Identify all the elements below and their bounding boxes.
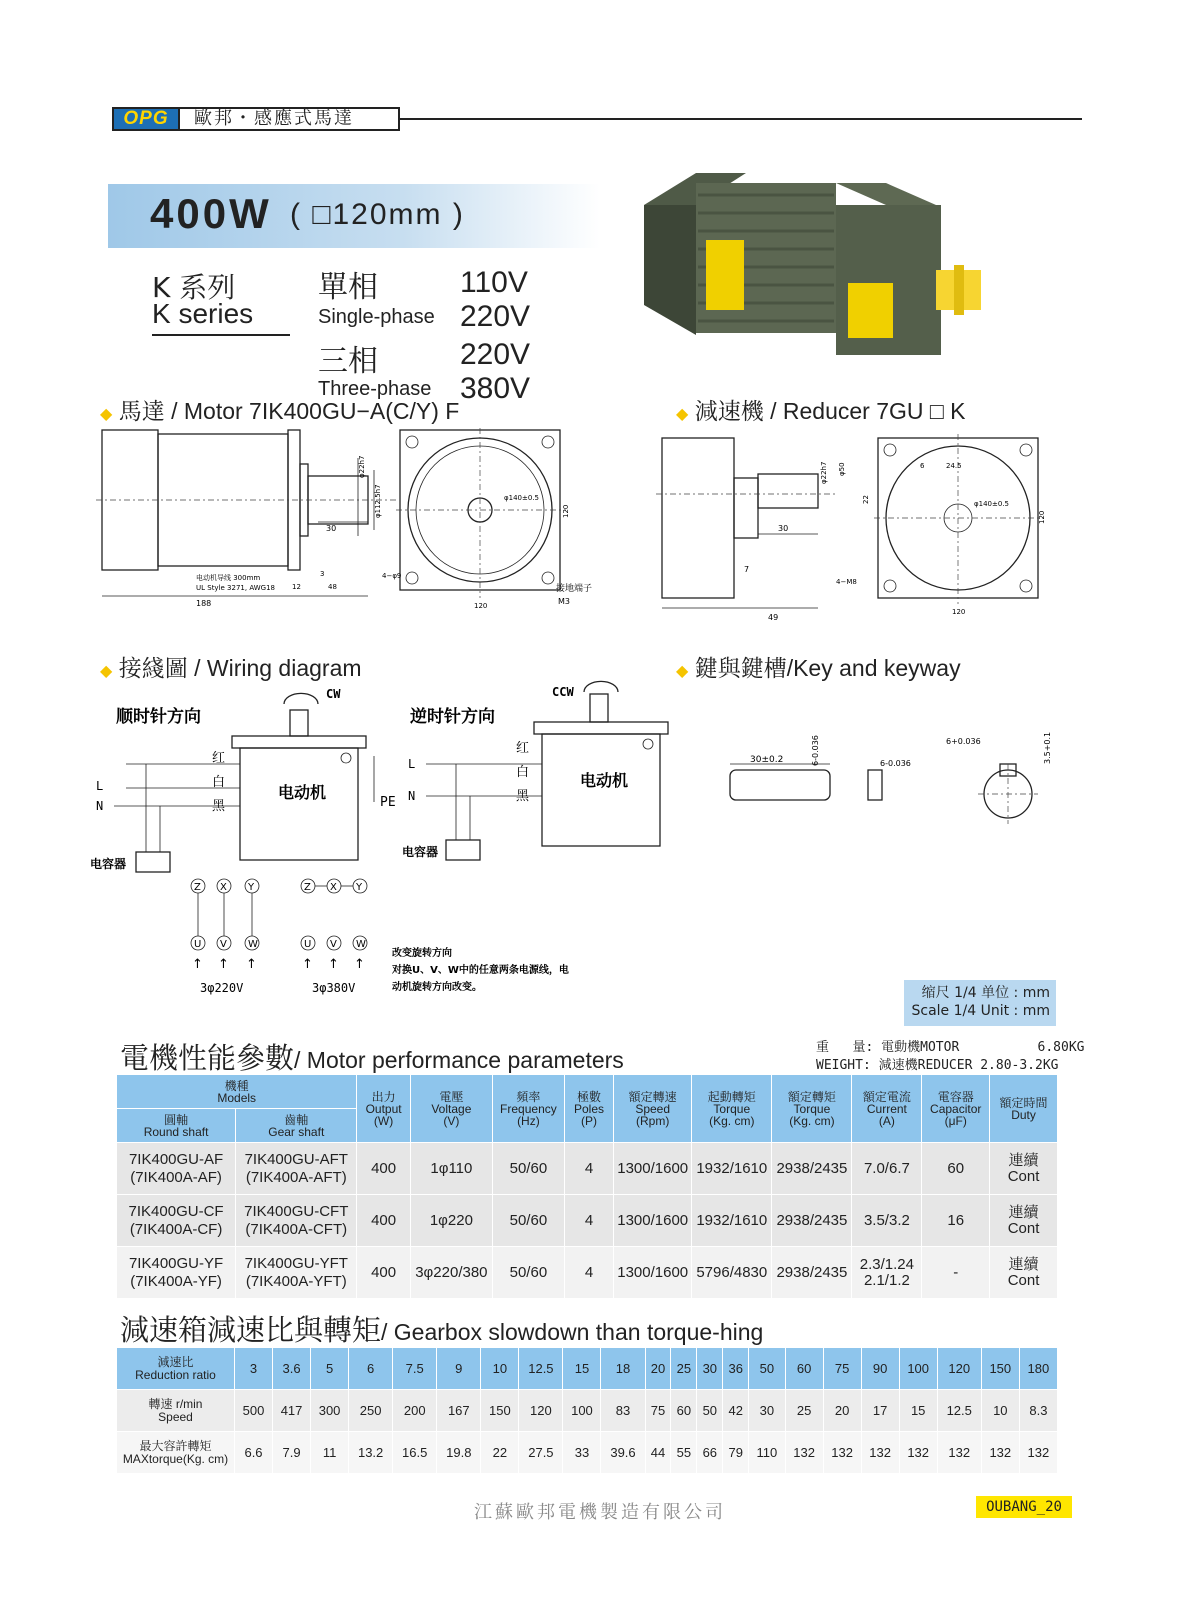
table-row: 7IK400GU-YF (7IK400A-YF) 7IK400GU-YFT (7IK400A-YFT) 400 3φ220/380 50/60 4 1300/1600 5796/4830 2938/2435 2.3/1.24 2.1/1.2 - 連續 Cont [117, 1247, 1058, 1299]
dim-shaft: φ22h7 [358, 455, 366, 478]
cw-title: 顺时针方向 [116, 707, 201, 727]
performance-table [116, 1074, 1058, 1299]
torque-cell: 39.6 [601, 1432, 645, 1474]
header-rule [400, 118, 1082, 120]
dim-holes: 4−φ9 [382, 572, 402, 580]
ratio-cell: 3 [235, 1348, 273, 1390]
series-en: K series [152, 298, 254, 329]
dim-12: 12 [292, 583, 301, 591]
dim-50: φ50 [838, 462, 846, 476]
torque-cell: 44 [645, 1432, 671, 1474]
series-cn: K 系列 [152, 271, 236, 304]
keyway-depth: 3.5+0.1 [1043, 731, 1052, 764]
speed-cell: 10 [981, 1390, 1019, 1432]
ratio-cell: 3.6 [273, 1348, 311, 1390]
gear-title-en: / Gearbox slowdown than torque-hing [381, 1319, 764, 1345]
dim-30: 30 [778, 524, 789, 533]
note-lead: 电动机导线 300mm [196, 574, 261, 582]
ratio-cell: 25 [671, 1348, 697, 1390]
speed-cell: 300 [311, 1390, 349, 1432]
ratio-cell: 100 [899, 1348, 937, 1390]
ratio-cell: 150 [981, 1348, 1019, 1390]
dim-height: 120 [1038, 510, 1046, 524]
dim-pcd: φ140±0.5 [504, 494, 539, 502]
torque-cell: 7.9 [273, 1432, 311, 1474]
gear-title [120, 1308, 763, 1349]
section-motor-cn: 馬達 [118, 399, 165, 425]
note-ul: UL Style 3271, AWG18 [196, 584, 275, 592]
v220-label: 3φ220V [200, 981, 244, 995]
section-wiring-cn: 接綫圖 [118, 656, 188, 682]
torque-cell: 33 [563, 1432, 601, 1474]
dim-48: 48 [328, 583, 337, 591]
ratio-cell: 180 [1019, 1348, 1057, 1390]
keyway-width: 6+0.036 [946, 737, 981, 746]
dim-width: 120 [474, 602, 488, 610]
speed-cell: 17 [861, 1390, 899, 1432]
cap-label: 电容器 [90, 857, 127, 871]
wire-red-ccw: 红 [516, 741, 530, 756]
page-number: OUBANG_20 [976, 1496, 1072, 1518]
torque-cell: 55 [671, 1432, 697, 1474]
node-y2: Y [356, 882, 363, 893]
speed-cell: 12.5 [937, 1390, 981, 1432]
note-line2: 对换U、V、W中的任意两条电源线，电 [392, 965, 569, 976]
wiring-diagram [90, 686, 650, 1026]
section-key-cn: 鍵與鍵槽 [694, 656, 787, 682]
ccw-label: CCW [552, 685, 574, 699]
motor-label: 电动机 [278, 783, 327, 802]
col-duty: 額定時間 Duty [990, 1075, 1058, 1143]
torque-cell: 132 [1019, 1432, 1057, 1474]
col-poles: 極數 Poles (P) [564, 1075, 613, 1143]
dim-49: 49 [768, 613, 779, 622]
scale-line1: 缩尺 1/4 单位 : mm [921, 985, 1050, 1001]
perf-title-cn: 電機性能參數 [120, 1041, 295, 1075]
col-voltage: 電壓 Voltage (V) [410, 1075, 492, 1143]
models-header: 機種 Models [117, 1075, 357, 1109]
ratio-cell: 9 [437, 1348, 481, 1390]
cap-label-ccw: 电容器 [402, 845, 439, 859]
cw-label: CW [326, 687, 341, 701]
note-line1: 改变旋转方向 [392, 948, 452, 959]
voltage-single-2: 220V [460, 300, 531, 333]
speed-cell: 8.3 [1019, 1390, 1057, 1432]
speed-cell: 75 [645, 1390, 671, 1432]
ratio-cell: 10 [481, 1348, 519, 1390]
wire-white-ccw: 白 [516, 765, 530, 780]
col-current: 額定電流 Current (A) [852, 1075, 922, 1143]
note-line3: 动机旋转方向改变。 [392, 982, 482, 993]
dim-4m8: 4−M8 [836, 578, 857, 586]
svg-text:↑: ↑ [192, 957, 203, 972]
col-capacitor: 電容器 Capacitor (μF) [922, 1075, 990, 1143]
weight-line1: 重 量: 電動機MOTOR 6.80KG [816, 1040, 1085, 1055]
scale-box [904, 980, 1056, 1026]
torque-cell: 66 [697, 1432, 723, 1474]
terminal-l: L [96, 779, 104, 793]
ratio-cell: 12.5 [519, 1348, 563, 1390]
section-reducer-cn: 減速機 [694, 399, 764, 425]
speed-cell: 50 [697, 1390, 723, 1432]
pe-label: PE [380, 795, 396, 810]
node-y: Y [248, 882, 255, 893]
gear-shaft-header: 齒軸 Gear shaft [236, 1109, 357, 1143]
speed-cell: 100 [563, 1390, 601, 1432]
terminal-n: N [96, 799, 104, 813]
dim-188: 188 [196, 599, 212, 608]
torque-cell: 11 [311, 1432, 349, 1474]
torque-cell: 132 [785, 1432, 823, 1474]
speed-cell: 20 [823, 1390, 861, 1432]
torque-cell: 22 [481, 1432, 519, 1474]
ratio-cell: 6 [349, 1348, 393, 1390]
ratio-cell: 75 [823, 1348, 861, 1390]
gear-title-cn: 減速箱減速比與轉矩 [120, 1313, 382, 1347]
torque-cell: 132 [861, 1432, 899, 1474]
svg-text:↑: ↑ [246, 957, 257, 972]
voltage-three-2: 380V [460, 372, 531, 405]
speed-cell: 200 [393, 1390, 437, 1432]
ratio-cell: 7.5 [393, 1348, 437, 1390]
wire-white: 白 [212, 775, 226, 790]
section-reducer-en: / Reducer 7GU □ K [763, 398, 966, 424]
torque-cell: 6.6 [235, 1432, 273, 1474]
dim-7: 7 [744, 565, 750, 574]
speed-cell: 25 [785, 1390, 823, 1432]
speed-cell: 120 [519, 1390, 563, 1432]
speed-cell: 42 [723, 1390, 749, 1432]
svg-text:↑: ↑ [328, 957, 339, 972]
motor-label-ccw: 电动机 [580, 771, 629, 790]
col-torque: 額定轉矩 Torque (Kg. cm) [772, 1075, 852, 1143]
phase-three-en: Three-phase [318, 378, 432, 400]
node-u: U [194, 939, 202, 950]
torque-cell: 132 [823, 1432, 861, 1474]
torque-cell: 110 [749, 1432, 785, 1474]
terminal-n-ccw: N [408, 789, 416, 803]
torque-cell: 132 [981, 1432, 1019, 1474]
speed-cell: 150 [481, 1390, 519, 1432]
dim-shaft: φ22h7 [820, 461, 828, 484]
dim-width: 120 [952, 608, 966, 616]
footer-company: 江蘇歐邦電機製造有限公司 [474, 1502, 726, 1523]
round-shaft-header: 圓軸 Round shaft [117, 1109, 236, 1143]
ratio-cell: 60 [785, 1348, 823, 1390]
wire-red: 红 [212, 751, 226, 766]
svg-text:↑: ↑ [218, 957, 229, 972]
bullet-icon: ◆ [676, 406, 689, 423]
ratio-cell: 30 [697, 1348, 723, 1390]
dim-245: 24.5 [946, 462, 962, 470]
table-row: 7IK400GU-CF (7IK400A-CF) 7IK400GU-CFT (7IK400A-CFT) 400 1φ220 50/60 4 1300/1600 1932/1610 2938/2435 3.5/3.2 16 連續 Cont [117, 1195, 1058, 1247]
section-motor-en: / Motor 7IK400GU−A(C/Y) F [164, 398, 460, 424]
gearbox-table [116, 1347, 1058, 1474]
key-keyway-drawing [720, 731, 1060, 834]
ratio-cell: 90 [861, 1348, 899, 1390]
frame-size: ( □120mm ) [290, 198, 465, 231]
col-start-torque: 起動轉矩 Torque (Kg. cm) [692, 1075, 772, 1143]
svg-text:↑: ↑ [354, 957, 365, 972]
node-v2: V [330, 939, 337, 950]
ccw-title: 逆时针方向 [410, 707, 495, 727]
dim-pcd: φ140±0.5 [974, 500, 1009, 508]
ratio-cell: 18 [601, 1348, 645, 1390]
torque-cell: 13.2 [349, 1432, 393, 1474]
torque-cell: 16.5 [393, 1432, 437, 1474]
section-wiring [100, 650, 362, 683]
node-u2: U [304, 939, 312, 950]
node-v: V [220, 939, 227, 950]
speed-cell: 83 [601, 1390, 645, 1432]
node-x: X [220, 882, 227, 893]
terminal-l-ccw: L [408, 757, 416, 771]
phase-single-en: Single-phase [318, 306, 435, 328]
speed-cell: 500 [235, 1390, 273, 1432]
key-length: 30±0.2 [750, 755, 784, 765]
phase-three-cn: 三相 [318, 344, 378, 379]
scale-line2: Scale 1/4 Unit : mm [911, 1003, 1050, 1019]
voltage-three-1: 220V [460, 338, 531, 371]
torque-row: 最大容許轉矩 MAXtorque(Kg. cm) 6.6 7.9 11 13.2 16.5 19.8 22 27.5 33 39.6 44 55 66 79 110 132 132 132 132 132 132 132 [117, 1432, 1058, 1474]
dim-height: 120 [562, 504, 570, 518]
svg-text:↑: ↑ [302, 957, 313, 972]
torque-cell: 132 [899, 1432, 937, 1474]
series-underline [152, 334, 290, 336]
dim-6: 6 [920, 462, 925, 470]
ratio-row: 減速比 Reduction ratio 3 3.6 5 6 7.5 9 10 12.5 15 18 20 25 30 36 50 60 75 90 100 120 150 180 [117, 1348, 1058, 1390]
node-z: Z [194, 882, 201, 893]
motor-photo [636, 165, 986, 380]
section-key [676, 650, 961, 683]
ratio-cell: 15 [563, 1348, 601, 1390]
terminal-label: 接地端子 [556, 584, 593, 594]
ratio-cell: 120 [937, 1348, 981, 1390]
weight-line2: WEIGHT: 減速機REDUCER 2.80-3.2KG [816, 1058, 1059, 1073]
ratio-cell: 5 [311, 1348, 349, 1390]
brand-title: 歐邦・感應式馬達 [180, 107, 400, 131]
power-title: 400W [150, 190, 272, 237]
section-wiring-en: / Wiring diagram [187, 655, 362, 681]
node-z2: Z [304, 882, 311, 893]
node-w: W [248, 939, 258, 950]
wire-black-ccw: 黑 [516, 789, 530, 804]
ratio-cell: 20 [645, 1348, 671, 1390]
torque-cell: 79 [723, 1432, 749, 1474]
torque-cell: 132 [937, 1432, 981, 1474]
ratio-cell: 50 [749, 1348, 785, 1390]
col-speed: 額定轉速 Speed (Rpm) [614, 1075, 692, 1143]
speed-cell: 30 [749, 1390, 785, 1432]
torque-cell: 27.5 [519, 1432, 563, 1474]
section-reducer [676, 393, 966, 426]
node-w2: W [356, 939, 366, 950]
bullet-icon: ◆ [676, 663, 689, 680]
bullet-icon: ◆ [100, 663, 113, 680]
speed-cell: 60 [671, 1390, 697, 1432]
node-x2: X [330, 882, 337, 893]
perf-title-en: / Motor performance parameters [294, 1047, 624, 1073]
table-row: 7IK400GU-AF (7IK400A-AF) 7IK400GU-AFT (7IK400A-AFT) 400 1φ110 50/60 4 1300/1600 1932/1610 2938/2435 7.0/6.7 60 連續 Cont [117, 1143, 1058, 1195]
reducer-dimension-drawing [656, 424, 1080, 636]
motor-dimension-drawing [96, 418, 593, 630]
col-frequency: 頻率 Frequency (Hz) [492, 1075, 564, 1143]
terminal-m3: M3 [558, 597, 570, 606]
dim-22: 22 [862, 495, 870, 504]
phase-single-cn: 單相 [318, 270, 378, 305]
wire-black: 黑 [212, 799, 226, 814]
dim-3: 3 [320, 570, 325, 578]
speed-cell: 250 [349, 1390, 393, 1432]
v380-label: 3φ380V [312, 981, 356, 995]
ratio-cell: 36 [723, 1348, 749, 1390]
voltage-single-1: 110V [460, 266, 528, 299]
key-height: 6-0.036 [811, 735, 820, 766]
dim-pilot: φ112.5h7 [374, 484, 382, 518]
opg-logo: OPG [112, 107, 180, 131]
speed-cell: 167 [437, 1390, 481, 1432]
section-key-en: /Key and keyway [786, 655, 961, 681]
key-width: 6-0.036 [880, 759, 911, 768]
perf-title [120, 1036, 624, 1077]
speed-cell: 417 [273, 1390, 311, 1432]
bullet-icon: ◆ [100, 406, 113, 423]
dim-30: 30 [326, 524, 337, 533]
speed-row: 轉速 r/min Speed 500 417 300 250 200 167 150 120 100 83 75 60 50 42 30 25 20 17 15 12.5 10 8.3 [117, 1390, 1058, 1432]
col-output: 出力 Output (W) [357, 1075, 410, 1143]
speed-cell: 15 [899, 1390, 937, 1432]
torque-cell: 19.8 [437, 1432, 481, 1474]
